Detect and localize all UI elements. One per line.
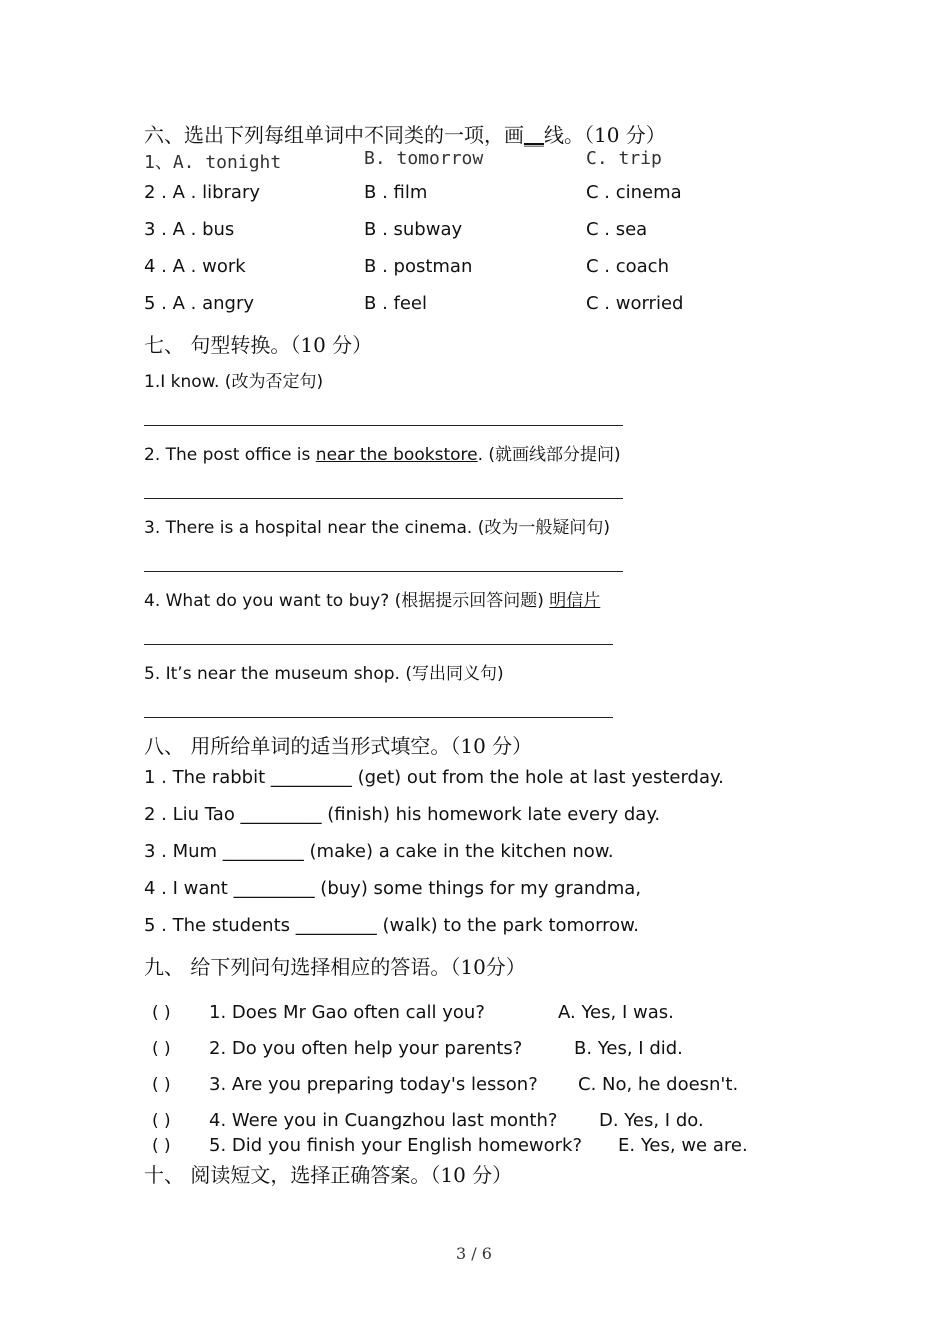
s7-q2-underlined: near the bookstore bbox=[315, 445, 478, 465]
s8-item-2: 2 . Liu Tao _________ (finish) his homework late every day. bbox=[144, 804, 661, 825]
s7-question-1: 1.I know. (改为否定句) bbox=[144, 372, 324, 392]
s7-q4-text: 4. What do you want to buy? (根据提示回答问题) bbox=[144, 591, 550, 611]
s6-row5-a: 5 . A . angry bbox=[144, 293, 255, 314]
s7-question-4 bbox=[144, 586, 600, 611]
s7-question-3: 3. There is a hospital near the cinema. (改为一般疑问句) bbox=[144, 518, 610, 538]
s6-row1-c: C. trip bbox=[586, 148, 662, 169]
s7-answer-line-3 bbox=[144, 571, 623, 572]
section-6-title-text: 六、选出下列每组单词中不同类的一项，画 bbox=[144, 123, 524, 147]
s7-answer-line-5 bbox=[144, 717, 613, 718]
section-6-title-score: 线。（10 分） bbox=[544, 123, 666, 147]
s7-question-2 bbox=[144, 440, 621, 465]
s6-row4-c: C . coach bbox=[586, 256, 669, 277]
section-8-title: 八、 用所给单词的适当形式填空。（10 分） bbox=[144, 734, 533, 758]
s7-answer-line-4 bbox=[144, 644, 613, 645]
s6-row3-a: 3 . A . bus bbox=[144, 219, 235, 240]
s7-answer-line-1 bbox=[144, 425, 623, 426]
s7-q2-instruction: . (就画线部分提问) bbox=[477, 445, 621, 465]
s9-answer-B: B. Yes, I did. bbox=[574, 1038, 683, 1059]
s6-row5-b: B . feel bbox=[364, 293, 427, 314]
s6-row4-a: 4 . A . work bbox=[144, 256, 246, 277]
s9-answer-D: D. Yes, I do. bbox=[599, 1110, 704, 1131]
s9-answer-C: C. No, he doesn't. bbox=[578, 1074, 739, 1095]
s9-paren-4: ( ) bbox=[152, 1111, 171, 1131]
s6-row1-b: B. tomorrow bbox=[364, 148, 484, 169]
s9-question-5: 5. Did you finish your English homework? bbox=[209, 1135, 583, 1156]
s9-question-2: 2. Do you often help your parents? bbox=[209, 1038, 523, 1059]
section-9-title: 九、 给下列问句选择相应的答语。（10分） bbox=[144, 955, 526, 979]
s6-row1-a: 1、A. tonight bbox=[144, 152, 282, 173]
section-6-title bbox=[144, 119, 666, 148]
s9-question-1: 1. Does Mr Gao often call you? bbox=[209, 1002, 485, 1023]
section-6-title-blank: __ bbox=[524, 123, 544, 147]
s9-paren-2: ( ) bbox=[152, 1039, 171, 1059]
section-7-title: 七、 句型转换。（10 分） bbox=[144, 333, 373, 357]
s8-item-1: 1 . The rabbit _________ (get) out from the hole at last yesterday. bbox=[144, 767, 724, 788]
s7-question-5: 5. It’s near the museum shop. (写出同义句) bbox=[144, 664, 504, 684]
page-number: 3 / 6 bbox=[456, 1244, 492, 1263]
s7-answer-line-2 bbox=[144, 498, 623, 499]
s6-row2-b: B . film bbox=[364, 182, 428, 203]
s6-row2-c: C . cinema bbox=[586, 182, 682, 203]
s6-row4-b: B . postman bbox=[364, 256, 473, 277]
s6-row2-a: 2 . A . library bbox=[144, 182, 261, 203]
s9-paren-1: ( ) bbox=[152, 1003, 171, 1023]
s9-answer-E: E. Yes, we are. bbox=[618, 1135, 748, 1156]
s6-row5-c: C . worried bbox=[586, 293, 684, 314]
s9-question-3: 3. Are you preparing today's lesson? bbox=[209, 1074, 538, 1095]
s8-item-4: 4 . I want _________ (buy) some things for my grandma, bbox=[144, 878, 642, 899]
s9-answer-A: A. Yes, I was. bbox=[558, 1002, 674, 1023]
s7-q4-hint: 明信片 bbox=[549, 591, 601, 611]
s8-item-5: 5 . The students _________ (walk) to the park tomorrow. bbox=[144, 915, 639, 936]
s7-q2-text: 2. The post office is bbox=[144, 445, 316, 465]
s6-row3-b: B . subway bbox=[364, 219, 463, 240]
s9-question-4: 4. Were you in Cuangzhou last month? bbox=[209, 1110, 558, 1131]
s8-item-3: 3 . Mum _________ (make) a cake in the kitchen now. bbox=[144, 841, 614, 862]
section-10-title: 十、 阅读短文，选择正确答案。（10 分） bbox=[144, 1163, 513, 1187]
s6-row3-c: C . sea bbox=[586, 219, 648, 240]
s9-paren-5: ( ) bbox=[152, 1136, 171, 1156]
s9-paren-3: ( ) bbox=[152, 1075, 171, 1095]
